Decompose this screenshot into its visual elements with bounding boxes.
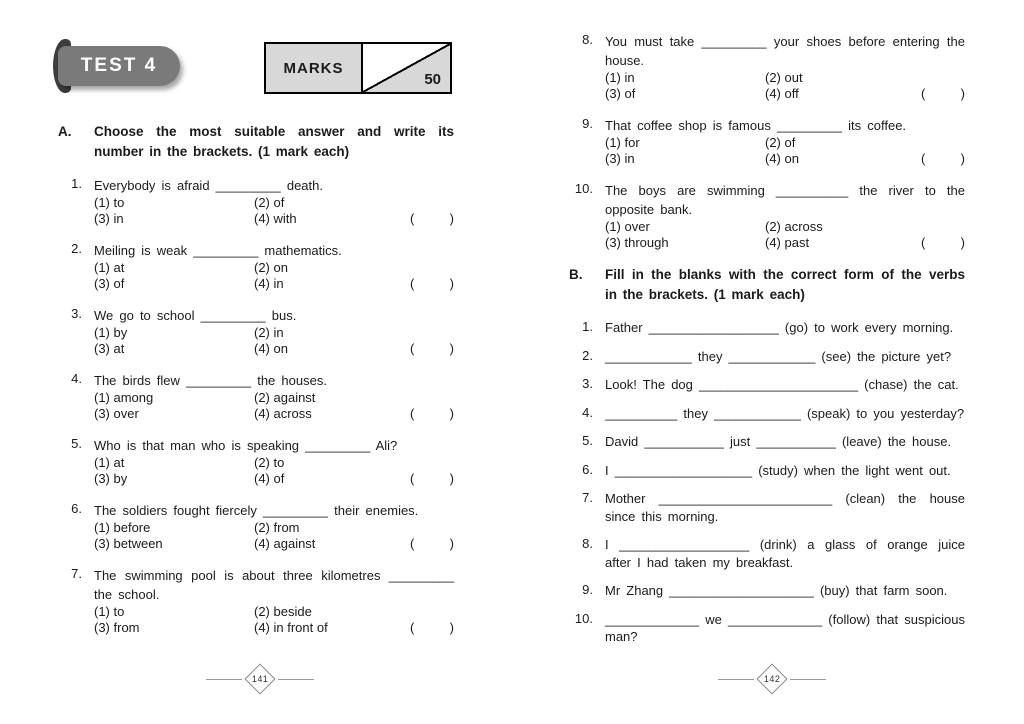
page-number: 141 (251, 674, 269, 684)
options-row-1 (605, 135, 965, 151)
question-body (94, 371, 454, 421)
options-row-1 (94, 455, 454, 471)
bracket-close: ) (449, 340, 454, 356)
question-number: 9. (582, 582, 593, 597)
choice-question-item (58, 436, 454, 486)
fill-question-item (569, 611, 965, 646)
fill-question-item (569, 376, 965, 394)
answer-brackets (410, 341, 454, 357)
bracket-open: ( (410, 405, 415, 421)
options-row-1 (94, 260, 454, 276)
question-text: The soldiers fought fiercely _________ their enemies. (94, 503, 419, 518)
answer-brackets (921, 86, 965, 102)
option-1: (1) by (94, 325, 128, 340)
pager-rule (206, 679, 242, 680)
section-a-questions-left (58, 176, 454, 635)
total-marks: 50 (424, 71, 441, 88)
bracket-open: ( (921, 150, 926, 166)
page-number: 142 (763, 674, 781, 684)
options-row-1 (94, 195, 454, 211)
question-text: That coffee shop is famous _________ its coffee. (605, 118, 907, 133)
choice-question-item (58, 371, 454, 421)
page-number-diamond (244, 663, 275, 694)
answer-brackets (410, 211, 454, 227)
option-1: (1) to (94, 195, 125, 210)
option-4: (4) on (765, 150, 799, 166)
question-text: The birds flew _________ the houses. (94, 373, 327, 388)
page-left (58, 40, 454, 650)
question-text: __________ they ____________ (speak) to you yesterday? (605, 405, 965, 421)
question-number: 6. (582, 461, 593, 477)
option-4: (4) in front of (254, 619, 328, 635)
option-1: (1) in (605, 70, 635, 85)
bracket-open: ( (410, 619, 415, 635)
answer-brackets (410, 620, 454, 636)
options-row-2 (605, 86, 965, 102)
question-number: 7. (71, 566, 82, 581)
question-text: I ___________________ (study) when the light went out. (605, 462, 951, 478)
question-text: I __________________ (drink) a glass of orange juice after I had taken my breakfast. (605, 537, 965, 570)
question-number: 10. (574, 181, 593, 196)
marks-score-cell (363, 44, 450, 92)
option-2: (2) in (254, 325, 284, 340)
option-3: (3) in (94, 210, 124, 226)
question-number: 10. (574, 610, 593, 626)
question-body (94, 176, 454, 226)
bracket-open: ( (410, 210, 415, 226)
question-text: The swimming pool is about three kilometres _________ the school. (94, 568, 454, 602)
question-number: 7. (582, 490, 593, 505)
option-3: (3) of (94, 275, 125, 291)
options-row-1 (94, 604, 454, 620)
option-3: (3) in (605, 150, 635, 166)
choice-question-item (569, 32, 965, 101)
question-text: David ___________ just ___________ (leave) the house. (605, 434, 952, 449)
question-body (94, 436, 454, 486)
bracket-close: ) (449, 619, 454, 635)
question-text: Look! The dog ______________________ (chase) the cat. (605, 377, 959, 392)
section-a-heading (58, 122, 454, 162)
question-number: 9. (582, 116, 593, 131)
fill-question-item (569, 433, 965, 451)
section-b-questions (569, 319, 965, 646)
bracket-close: ) (449, 535, 454, 551)
fill-question-item (569, 405, 965, 423)
question-text: Who is that man who is speaking _________ Ali? (94, 438, 398, 453)
option-4: (4) in (254, 275, 284, 291)
fill-question-item (569, 462, 965, 480)
question-text: You must take _________ your shoes before entering the house. (605, 34, 965, 68)
page-marker-left (206, 668, 314, 690)
question-text: _____________ we _____________ (follow) that suspicious man? (605, 611, 965, 644)
bracket-close: ) (449, 275, 454, 291)
bracket-open: ( (921, 85, 926, 101)
question-number: 1. (582, 319, 593, 334)
bracket-close: ) (449, 210, 454, 226)
question-body (605, 116, 965, 166)
options-row-1 (94, 390, 454, 406)
pager-rule (790, 679, 826, 680)
option-2: (2) of (254, 195, 285, 210)
option-2: (2) to (254, 455, 285, 470)
answer-brackets (410, 536, 454, 552)
bracket-close: ) (960, 150, 965, 166)
option-1: (1) for (605, 135, 640, 150)
bracket-open: ( (410, 470, 415, 486)
options-row-2 (605, 235, 965, 251)
marks-table (264, 42, 452, 94)
question-number: 8. (582, 32, 593, 47)
options-row-2 (94, 471, 454, 487)
fill-question-item (569, 536, 965, 571)
option-1: (1) to (94, 604, 125, 619)
options-row-1 (94, 520, 454, 536)
option-2: (2) of (765, 135, 796, 150)
section-a-questions-right (569, 32, 965, 250)
option-3: (3) at (94, 340, 125, 356)
question-text: Mr Zhang ____________________ (buy) that farm soon. (605, 583, 948, 598)
option-2: (2) on (254, 260, 288, 275)
question-text: ____________ they ____________ (see) the picture yet? (605, 348, 952, 364)
bracket-close: ) (960, 234, 965, 250)
option-4: (4) past (765, 234, 810, 250)
option-4: (4) of (254, 470, 285, 486)
option-4: (4) off (765, 85, 799, 101)
options-row-1 (605, 70, 965, 86)
answer-brackets (921, 235, 965, 251)
section-a-instruction: Choose the most suitable answer and write its number in the brackets. (1 mark each) (94, 124, 454, 159)
answer-brackets (410, 276, 454, 292)
options-row-2 (605, 151, 965, 167)
choice-question-item (58, 566, 454, 635)
bracket-close: ) (449, 470, 454, 486)
fill-question-item (569, 348, 965, 366)
choice-question-item (569, 181, 965, 250)
question-body (94, 306, 454, 356)
answer-brackets (410, 406, 454, 422)
question-number: 8. (582, 536, 593, 551)
section-a-label: A. (58, 124, 72, 139)
pager-rule (718, 679, 754, 680)
option-3: (3) over (94, 405, 139, 421)
question-text: We go to school _________ bus. (94, 308, 297, 323)
options-row-2 (94, 211, 454, 227)
fill-question-item (569, 490, 965, 525)
answer-brackets (410, 471, 454, 487)
section-b-label: B. (569, 267, 583, 282)
question-text: Father __________________ (go) to work every morning. (605, 320, 954, 335)
option-2: (2) beside (254, 604, 312, 619)
question-body (605, 181, 965, 250)
question-number: 4. (582, 404, 593, 420)
option-3: (3) of (605, 85, 636, 101)
fill-question-item (569, 582, 965, 600)
options-row-2 (94, 341, 454, 357)
pager-rule (278, 679, 314, 680)
question-number: 4. (71, 371, 82, 386)
option-1: (1) at (94, 260, 125, 275)
bracket-close: ) (960, 85, 965, 101)
question-body (605, 32, 965, 101)
option-1: (1) over (605, 219, 650, 234)
section-b-instruction: Fill in the blanks with the correct form of the verbs in the brackets. (1 mark each) (605, 267, 965, 302)
option-4: (4) against (254, 535, 316, 551)
answer-brackets (921, 151, 965, 167)
bracket-open: ( (410, 340, 415, 356)
choice-question-item (58, 241, 454, 291)
option-4: (4) on (254, 340, 288, 356)
options-row-2 (94, 406, 454, 422)
choice-question-item (58, 306, 454, 356)
question-body (94, 241, 454, 291)
bracket-open: ( (921, 234, 926, 250)
option-2: (2) out (765, 70, 803, 85)
choice-question-item (58, 501, 454, 551)
options-row-1 (94, 325, 454, 341)
page-right (569, 32, 965, 657)
options-row-2 (94, 536, 454, 552)
option-1: (1) among (94, 390, 154, 405)
bracket-open: ( (410, 275, 415, 291)
options-row-2 (94, 620, 454, 636)
option-1: (1) at (94, 455, 125, 470)
fill-question-item (569, 319, 965, 337)
bracket-close: ) (449, 405, 454, 421)
question-text: Mother ________________________ (clean) the house since this morning. (605, 491, 965, 524)
question-number: 3. (71, 306, 82, 321)
question-number: 2. (71, 241, 82, 256)
question-number: 6. (71, 501, 82, 516)
option-1: (1) before (94, 520, 151, 535)
question-number: 3. (582, 376, 593, 391)
question-number: 1. (71, 176, 82, 191)
option-4: (4) across (254, 405, 312, 421)
question-text: Meiling is weak _________ mathematics. (94, 243, 342, 258)
section-b-heading (569, 265, 965, 305)
test-title-badge (58, 46, 180, 86)
test-title: TEST 4 (58, 46, 180, 86)
bracket-open: ( (410, 535, 415, 551)
question-body (94, 566, 454, 635)
page-number-diamond (756, 663, 787, 694)
marks-label: MARKS (266, 44, 363, 92)
option-4: (4) with (254, 210, 297, 226)
question-number: 2. (582, 347, 593, 363)
option-2: (2) across (765, 219, 823, 234)
question-number: 5. (71, 436, 82, 451)
options-row-1 (605, 219, 965, 235)
choice-question-item (58, 176, 454, 226)
question-body (94, 501, 454, 551)
option-3: (3) from (94, 619, 140, 635)
option-3: (3) between (94, 535, 163, 551)
page-header (58, 40, 454, 100)
options-row-2 (94, 276, 454, 292)
page-marker-right (718, 668, 826, 690)
option-3: (3) through (605, 234, 669, 250)
option-2: (2) against (254, 390, 316, 405)
question-number: 5. (582, 433, 593, 448)
choice-question-item (569, 116, 965, 166)
question-text: The boys are swimming __________ the river to the opposite bank. (605, 183, 965, 217)
option-3: (3) by (94, 470, 128, 486)
option-2: (2) from (254, 520, 300, 535)
question-text: Everybody is afraid _________ death. (94, 178, 323, 193)
